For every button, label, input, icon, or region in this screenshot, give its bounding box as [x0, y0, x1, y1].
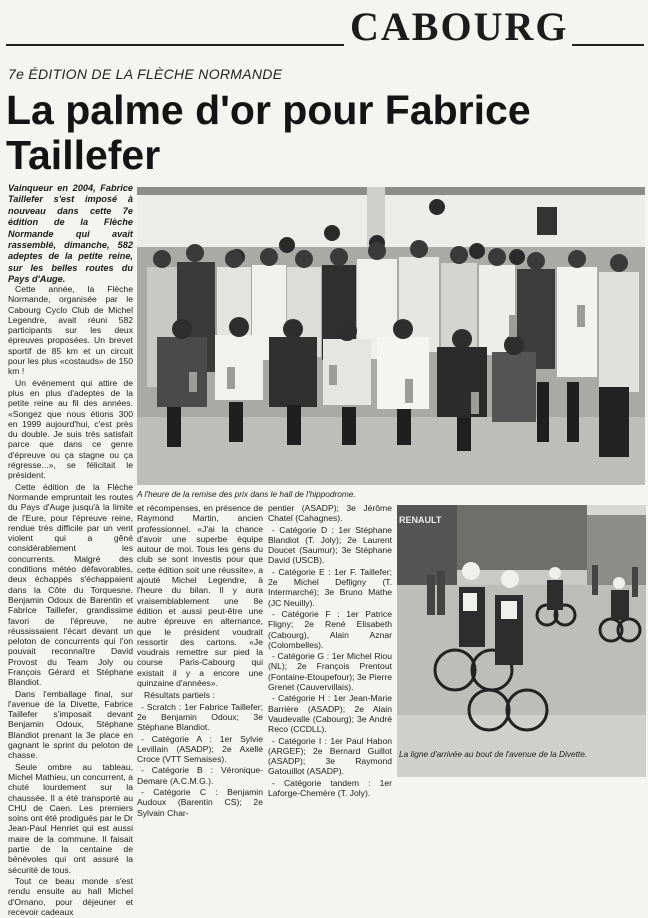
column-1-paragraph: Dans l'emballage final, sur l'avenue de la Divette, Fabrice Taillefer s'imposait devant Benjamin Odoux, Stéphane Blandiot prenant la 3e place en gagnant le sprint du peloton de chasse. — [8, 688, 133, 761]
result-line: - Catégorie H : 1er Jean-Marie Barrière (ASADP); 2e Alain Vaudevalle (Cabourg); 3e André Reco (CCDLL). — [268, 693, 392, 735]
award-ceremony-photo — [137, 187, 645, 485]
masthead-rule-right — [572, 44, 644, 46]
article-lede: Vainqueur en 2004, Fabrice Taillefer s'est imposé à nouveau dans cette 7e édition de la Flèche Normande qui avait rassemblé, dimanche, 582 adeptes de la petite reine, sur les belles routes du Pays d'Auge. — [8, 183, 133, 285]
article-column-1 — [8, 284, 133, 918]
results-title: Résultats partiels : — [144, 690, 215, 701]
masthead-rule-left — [6, 44, 344, 46]
result-line: - Catégorie G : 1er Michel Riou (NL); 2e François Prentout (Fontaine-Etoupefour); 3e Pierre Grenet (Cauvervillais). — [268, 651, 392, 693]
result-line: - Catégorie A : 1er Sylvie Levillain (ASADP); 2e Axelle Croce (VTT Semaises). — [137, 733, 263, 765]
photo-caption-finish: La ligne d'arrivée au bout de l'avenue de la Divette. — [399, 749, 588, 759]
result-line: - Catégorie F : 1er Patrice Fligny; 2e René Elisabeth (Cabourg), Alain Aznar (Colombelles). — [268, 608, 392, 650]
article-headline: La palme d'or pour Fabrice Taillefer — [6, 87, 531, 178]
results-list-part1 — [137, 702, 263, 818]
article-kicker: 7e ÉDITION DE LA FLÈCHE NORMANDE — [8, 66, 283, 82]
column-1-paragraph: Tout ce beau monde s'est rendu ensuite au hall Michel d'Ornano, pour déjeuner et recevoir cadeaux — [8, 875, 133, 917]
column-2-intro: et récompenses, en présence de Raymond Martin, ancien professionnel. «J'ai la chance d'avoir une superbe équipe autour de moi. Tous les gens du club se sont investis pour que cette édition soit une réussite», a ajouté Michel Legendre, à l'heure du bilan. Il y aura vraisemblablement une 8e édition et aussi peut-être une autre épreuve en alternance, que le président voudrait ressortir des cartons. «Je voudrais remettre sur pied la course Paris-Cabourg qui existait il y a encore une quinzaine d'années». — [137, 503, 263, 689]
column-1-paragraph: Seule ombre au tableau, Michel Mathieu, un concurrent, a chuté lourdement sur la chaussée. Il a été transporté au CHU de Caen. Les premiers soins ont été prodigués par le Dr Jean-Paul Henriet qui est aussi maire de la commune. Il faisait partie de la centaine de bénévoles qui ont assuré la sécurité de tous. — [8, 761, 133, 875]
section-masthead: CABOURG — [350, 4, 569, 49]
column-1-paragraph: Un événement qui attire de plus en plus d'adeptes de la petite reine au fil des années. «Songez que nous étions 300 en 1999 aujourd'hui, c'est près du double. Je suis très satisfait parce que dans ce genre d'épreuve ou ça stagne ou ça régresse...», se félicitait le président. — [8, 377, 133, 481]
column-1-paragraph: Cette édition de la Flèche Normande empruntait les routes du Pays d'Auge jusqu'à la limite de l'Eure, pour l'épreuve reine, rendue très difficile par un vent violent qui a gêné considérablement les concurrents. Malgré des conditions météo défavorables, deux échappés s'échappaient dans la Côte du Torquesne. Benjamin Odoux de Barentin et Fabrice Taillefer, grandissime favori de l'épreuve, ne réussissaient l'écart devant un peloton de concurrents qui l'on pouvait reconnaître David Provost du Team Joly ou François Gérard et Stéphane Blandiot. — [8, 481, 133, 688]
result-line: - Catégorie B : Véronique-Demare (A.C.M.G.). — [137, 765, 263, 786]
article-column-3 — [268, 503, 392, 799]
result-line: - Catégorie I : 1er Paul Habon (ARGEF); 2e Bernard Guillot (ASADP); 3e Raymond Gatouillot (ASADP). — [268, 735, 392, 777]
article-column-2 — [137, 503, 263, 819]
finish-line-photo — [397, 505, 646, 777]
column-1-paragraph: Cette année, la Flèche Normande, organisée par le Cabourg Cyclo Club de Michel Legendre, avait réuni 582 participants sur les deux épreuves proposées. Un brevet sportif de 85 km et un circuit pour les plus «costauds» de 150 km ! — [8, 284, 133, 377]
result-line: - Scratch : 1er Fabrice Taillefer; 2e Benjamin Odoux; 3e Stéphane Blandiot. — [137, 701, 263, 733]
result-line: - Catégorie D : 1er Stéphane Blandiot (T. Joly); 2e Laurent Doucet (Saumur); 3e Stéphane David (USCB). — [268, 524, 392, 566]
result-line: - Catégorie C : Benjamin Audoux (Barentin CS); 2e Sylvain Char- — [137, 787, 263, 818]
photo-caption-ceremony: A l'heure de la remise des prix dans le hall de l'hippodrome. — [137, 489, 356, 499]
result-line: - Catégorie E : 1er F. Taillefer; 2e Michel Defligny (T. Intermarché); 3e Bruno Mathe (JC Neuilly). — [268, 566, 392, 608]
result-line: - Catégorie tandem : 1er Laforge-Chemère (T. Joly). — [268, 777, 392, 799]
renault-sign: RENAULT — [399, 515, 442, 525]
result-line: pentier (ASADP); 3e Jérôme Chatel (Cahagnes). — [268, 503, 392, 524]
